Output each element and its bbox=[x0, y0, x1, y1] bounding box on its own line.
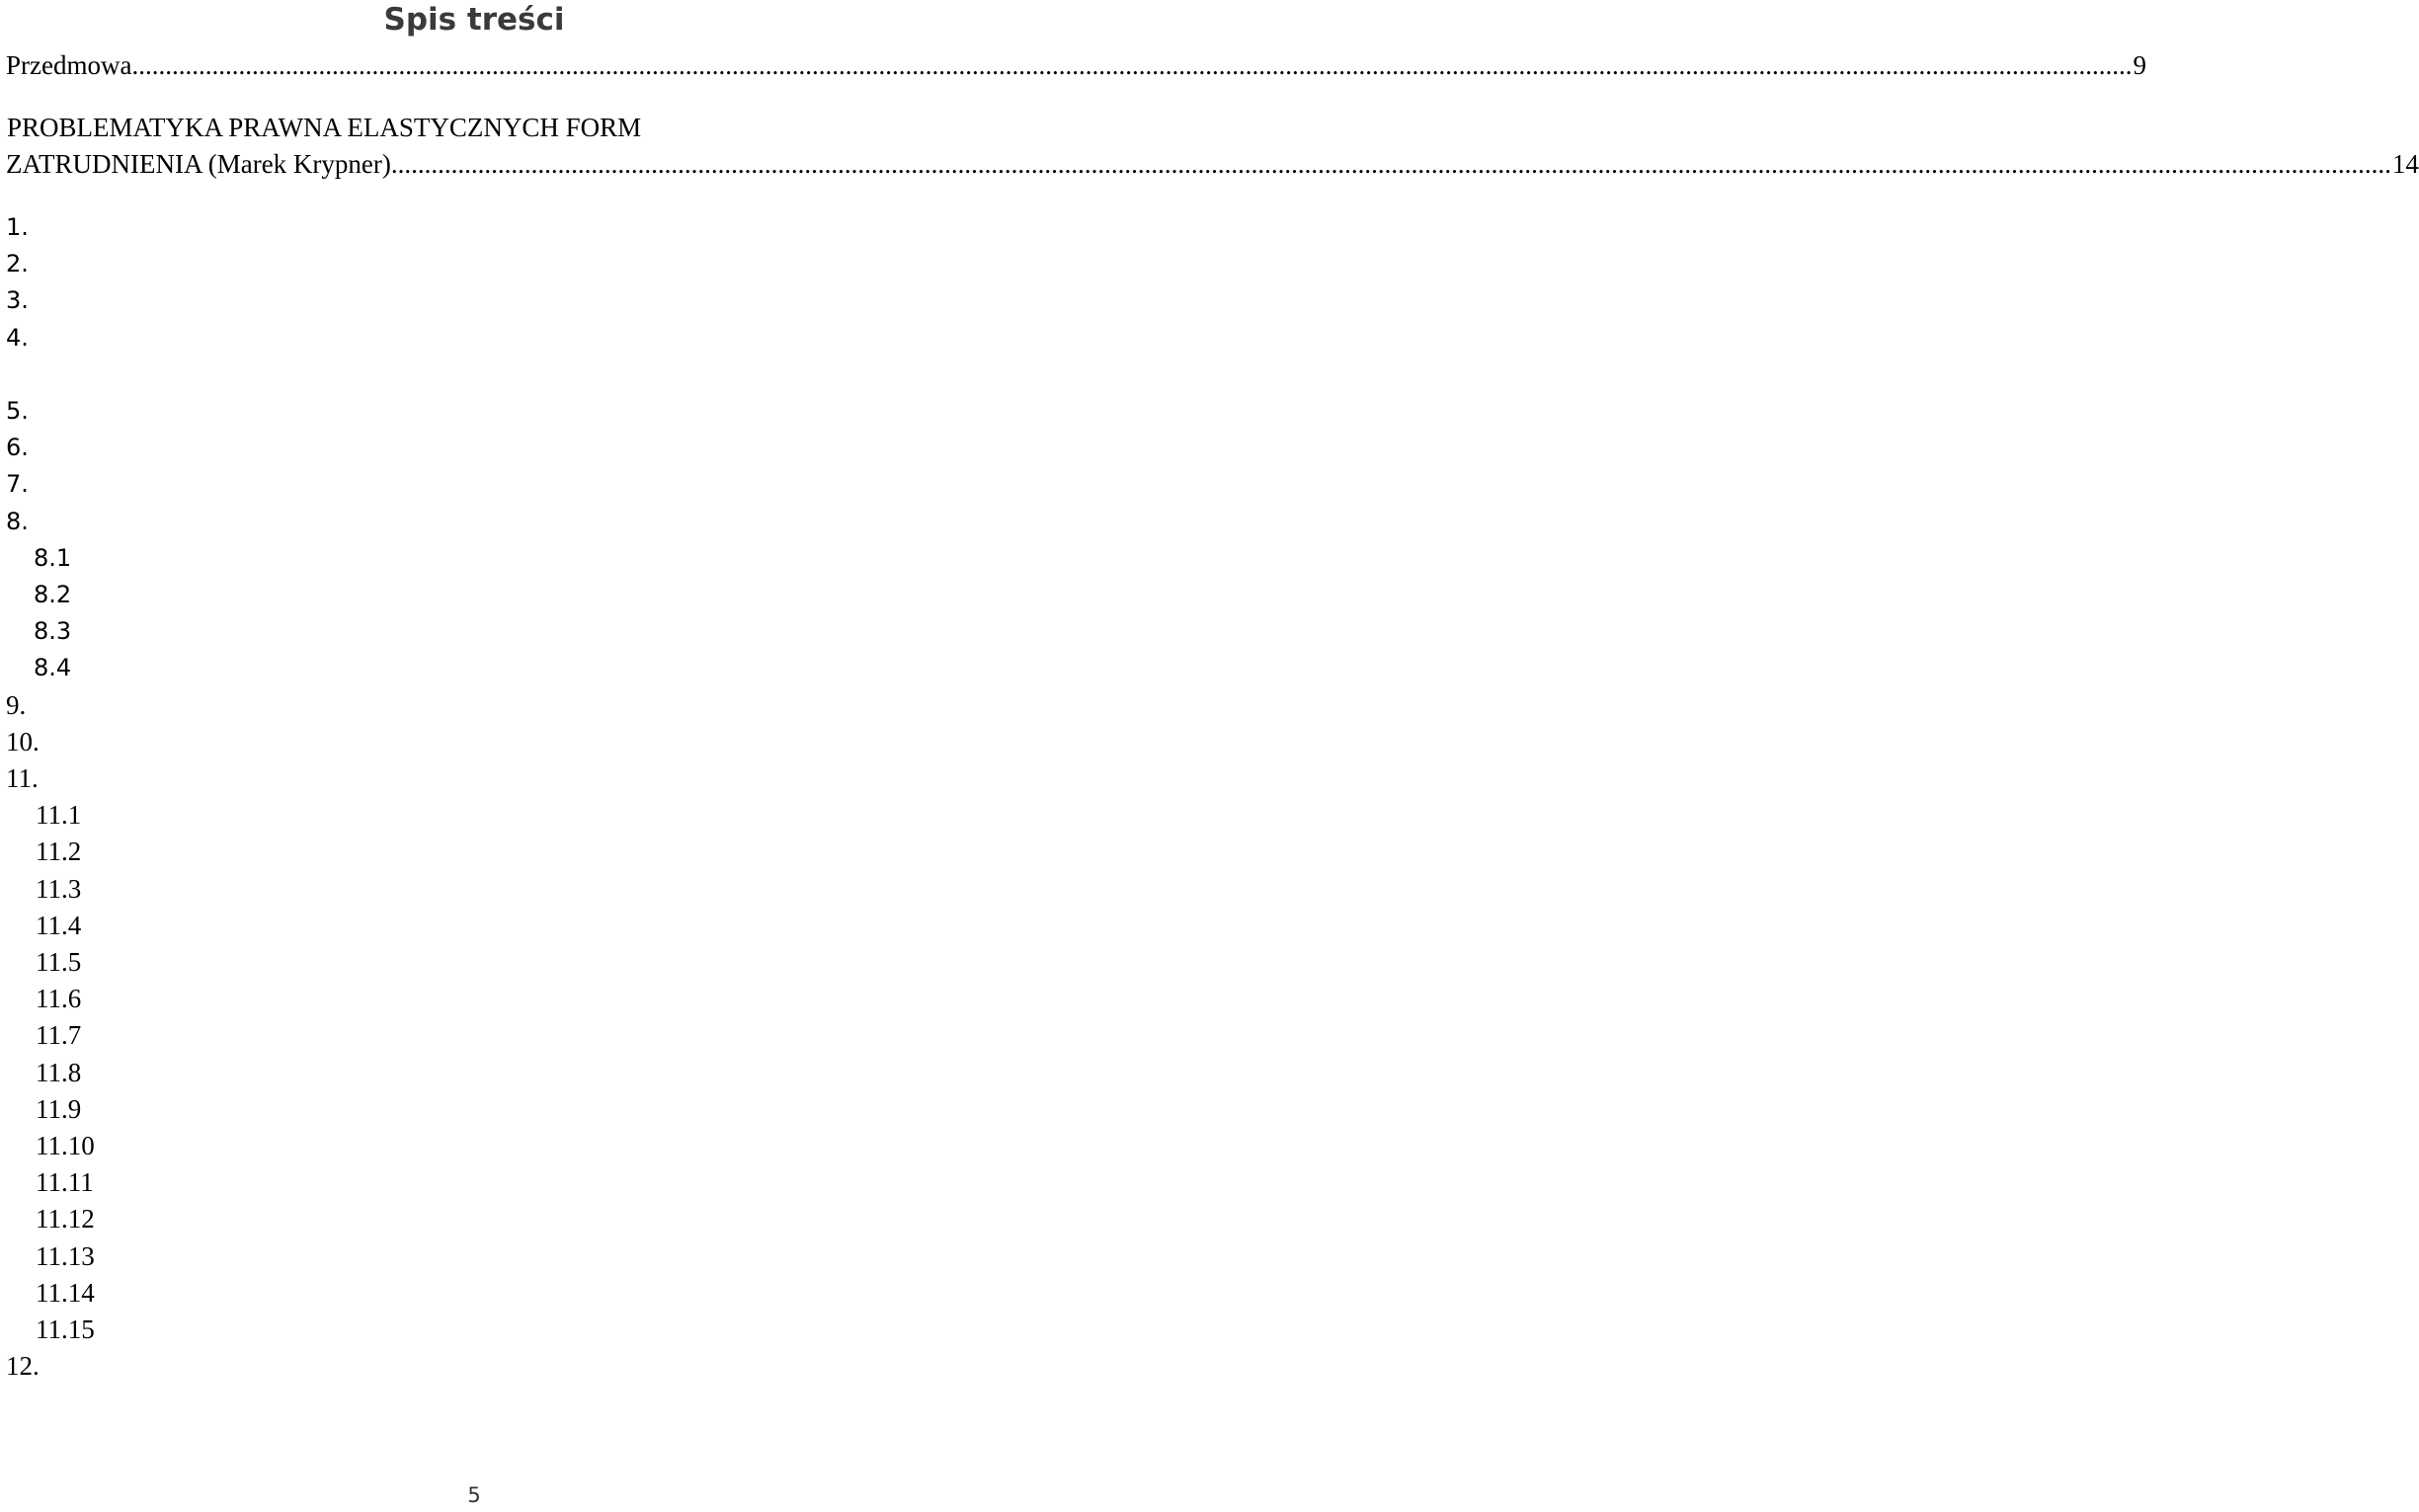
toc-entry-number: 9. bbox=[6, 689, 27, 720]
toc-entry[interactable] bbox=[0, 759, 948, 797]
toc-entry-number: 11.13 bbox=[36, 1240, 95, 1271]
toc-entry[interactable] bbox=[0, 1274, 948, 1312]
toc-entry[interactable] bbox=[0, 208, 948, 246]
toc-entry[interactable] bbox=[0, 649, 948, 686]
toc-entry[interactable] bbox=[0, 943, 948, 981]
toc-entry-number: 11.10 bbox=[36, 1131, 95, 1160]
toc-entry[interactable] bbox=[0, 539, 948, 577]
toc-entry-number: 11.3 bbox=[36, 873, 82, 904]
toc-entry-number: 4. bbox=[6, 323, 29, 352]
toc-entry-preface[interactable] bbox=[0, 46, 2146, 84]
toc-entry[interactable] bbox=[0, 907, 948, 944]
toc-entry-number: 8.4 bbox=[34, 654, 72, 682]
toc-entry-number: 8.3 bbox=[34, 617, 72, 646]
toc-entry-number: 8.2 bbox=[34, 581, 72, 608]
toc-entry-number: 11.5 bbox=[36, 947, 82, 977]
toc-entry[interactable] bbox=[0, 980, 948, 1017]
toc-entry[interactable] bbox=[0, 465, 948, 503]
toc-entry-number: 1. bbox=[6, 213, 29, 241]
toc-entry-number: 6. bbox=[6, 434, 29, 462]
toc-entry-number: 8.1 bbox=[34, 543, 72, 572]
toc-entry[interactable] bbox=[0, 796, 948, 834]
toc-entry[interactable] bbox=[0, 1163, 948, 1201]
page-title: Spis treści bbox=[383, 2, 565, 38]
toc-entry-number: 8. bbox=[6, 507, 29, 535]
toc-entry[interactable] bbox=[0, 833, 948, 870]
toc-entry[interactable] bbox=[0, 1090, 948, 1128]
toc-entry[interactable] bbox=[0, 576, 948, 613]
toc-entry-number: 11.1 bbox=[36, 800, 82, 831]
toc-entry-number: 11.14 bbox=[36, 1277, 95, 1308]
toc-entry[interactable] bbox=[0, 723, 948, 760]
toc-entry-number: 11.2 bbox=[36, 836, 82, 867]
part-title-line-2: ZATRUDNIENIA (Marek Krypner) bbox=[6, 149, 391, 179]
page-number: 5 bbox=[467, 1483, 481, 1507]
toc-entry[interactable] bbox=[0, 356, 948, 393]
toc-entry[interactable] bbox=[0, 392, 948, 430]
toc-entry[interactable] bbox=[0, 1016, 948, 1054]
toc-entry-number: 5. bbox=[6, 397, 29, 425]
toc-page-number: 9 bbox=[2133, 50, 2146, 80]
toc-entry[interactable] bbox=[0, 281, 948, 319]
toc-entry-row bbox=[6, 145, 2419, 183]
toc-entry-number: 11.15 bbox=[36, 1314, 95, 1344]
toc-page-number: 14 bbox=[2391, 149, 2419, 179]
toc-entry[interactable] bbox=[0, 1237, 948, 1275]
toc-entry-part[interactable] bbox=[0, 145, 2419, 183]
toc-entry[interactable] bbox=[0, 870, 948, 908]
toc-entry[interactable] bbox=[0, 503, 948, 540]
toc-entry-number: 3. bbox=[6, 286, 29, 315]
toc-entry-number: 2. bbox=[6, 250, 29, 279]
toc-entry[interactable] bbox=[0, 429, 948, 466]
toc-entry[interactable] bbox=[0, 1054, 948, 1091]
toc-entry[interactable] bbox=[0, 1347, 948, 1385]
toc-entry-number: 11.6 bbox=[36, 984, 82, 1014]
toc-entry[interactable] bbox=[0, 1200, 948, 1237]
toc-entry-number: 10. bbox=[6, 726, 40, 756]
toc-entry[interactable] bbox=[0, 612, 948, 650]
toc-entry[interactable] bbox=[0, 319, 948, 357]
dot-leader: ............................................................................................................................................................................................................................................................................................................ bbox=[131, 50, 2133, 80]
toc-entry[interactable] bbox=[0, 686, 948, 724]
dot-leader: ............................................................................................................................................................................................................................................................................................................ bbox=[390, 149, 2391, 179]
toc-entry-row bbox=[6, 46, 2146, 84]
toc-entry-number: 11. bbox=[6, 763, 39, 793]
toc-entry-number: 12. bbox=[6, 1351, 40, 1382]
toc-entry[interactable] bbox=[0, 1311, 948, 1348]
toc-entry-number: 11.7 bbox=[36, 1020, 82, 1051]
toc-entry-number: 11.11 bbox=[36, 1167, 94, 1198]
toc-entry-number: 11.8 bbox=[36, 1057, 82, 1087]
toc-entry-number: 7. bbox=[6, 470, 29, 499]
toc-entry[interactable] bbox=[0, 245, 948, 282]
toc-entry-number: 11.12 bbox=[36, 1204, 95, 1234]
toc-entry-number: 11.9 bbox=[36, 1093, 82, 1124]
toc-entry-title: Przedmowa bbox=[6, 50, 132, 80]
toc-entry[interactable] bbox=[0, 1127, 948, 1164]
part-title-line-1: PROBLEMATYKA PRAWNA ELASTYCZNYCH FORM bbox=[7, 113, 642, 142]
toc-entry-number: 11.4 bbox=[36, 910, 82, 940]
